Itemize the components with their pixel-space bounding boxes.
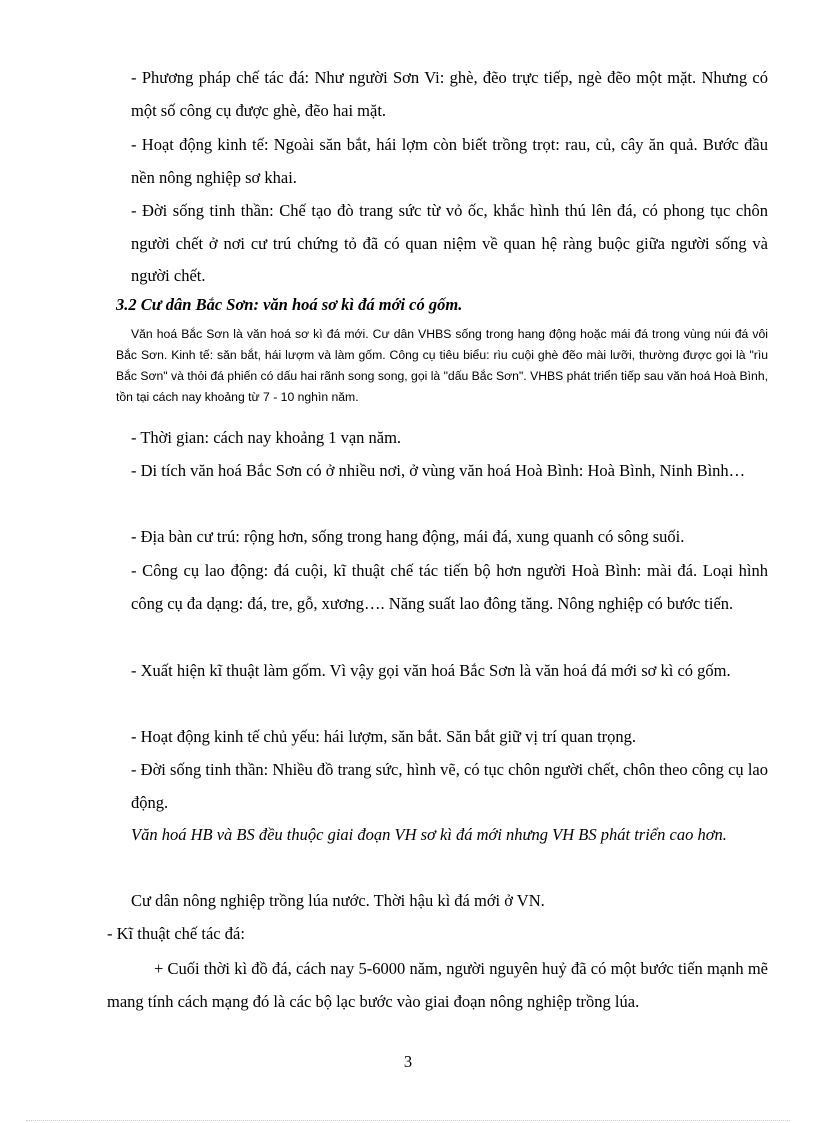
paragraph-stone-technique-heading: - Kĩ thuật chế tác đá:	[107, 924, 245, 943]
paragraph-spiritual-life: - Đời sống tinh thần: Chế tạo đò trang sức từ vỏ ốc, khắc hình thú lên đá, có phong tục chôn người chết ở nơi cư trú chứng tỏ đã có quan niệm về quan hệ ràng buộc giữa người sống và người chết.	[131, 201, 768, 285]
paragraph-tools: - Công cụ lao động: đá cuội, kĩ thuật chế tác tiến bộ hơn người Hoà Bình: mài đá. Loại hình công cụ đa dạng: đá, tre, gỗ, xương…. Năng suất lao đông tăng. Nông nghiệp có bước tiến.	[131, 561, 768, 613]
paragraph-pottery: - Xuất hiện kĩ thuật làm gốm. Vì vậy gọi văn hoá Bắc Sơn là văn hoá đá mới sơ kì có gốm.	[131, 661, 731, 680]
paragraph-comparison: Văn hoá HB và BS đều thuộc giai đoạn VH sơ kì đá mới nhưng VH BS phát triển cao hơn.	[131, 825, 727, 844]
paragraph-rice-farmers: Cư dân nông nghiệp trồng lúa nước. Thời hậu kì đá mới ở VN.	[131, 891, 545, 910]
paragraph-economy: - Hoạt động kinh tế: Ngoài săn bắt, hái lợm còn biết trồng trọt: rau, củ, cây ăn quả. Bước đầu nền nông nghiệp sơ khai.	[131, 135, 768, 187]
footer-divider	[26, 1120, 790, 1121]
paragraph-stone-technique: - Phương pháp chế tác đá: Như người Sơn Vi: ghè, đẽo trực tiếp, ngè đẽo một mặt. Nhưng có một số công cụ được ghè, đẽo hai mặt.	[131, 68, 768, 120]
summary-paragraph: Văn hoá Bắc Sơn là văn hoá sơ kì đá mới. Cư dân VHBS sống trong hang động hoặc mái đá trong vùng núi đá vôi Bắc Sơn. Kinh tế: săn bắt, hái lượm và làm gốm. Công cụ tiêu biểu: rìu cuội ghè đẽo mài lưỡi, thường được gọi là "rìu Bắc Sơn" và thỏi đá phiến có dấu hai rãnh song song, gọi là "dấu Bắc Sơn". VHBS phát triển tiếp sau văn hoá Hoà Bình, tồn tại cách nay khoảng từ 7 - 10 nghìn năm.	[116, 327, 768, 404]
paragraph-late-stone-age: + Cuối thời kì đồ đá, cách nay 5-6000 năm, người nguyên huỷ đã có một bước tiến mạnh mẽ mang tính cách mạng đó là các bộ lạc bước vào giai đoạn nông nghiệp trồng lúa.	[107, 959, 768, 1011]
paragraph-spiritual-bacson: - Đời sống tinh thần: Nhiều đồ trang sức, hình vẽ, có tục chôn người chết, chôn theo công cụ lao động.	[131, 760, 768, 812]
section-heading: 3.2 Cư dân Bắc Sơn: văn hoá sơ kì đá mới có gốm.	[116, 295, 463, 314]
paragraph-main-economy: - Hoạt động kinh tế chủ yếu: hái lượm, săn bắt. Săn bắt giữ vị trí quan trọng.	[131, 727, 637, 746]
page-number: 3	[403, 1052, 413, 1071]
paragraph-habitat: - Địa bàn cư trú: rộng hơn, sống trong hang động, mái đá, xung quanh có sông suối.	[131, 527, 685, 546]
paragraph-time: - Thời gian: cách nay khoảng 1 vạn năm.	[131, 428, 402, 447]
paragraph-sites: - Di tích văn hoá Bắc Sơn có ở nhiều nơi, ở vùng văn hoá Hoà Bình: Hoà Bình, Ninh Bình…	[131, 461, 746, 480]
